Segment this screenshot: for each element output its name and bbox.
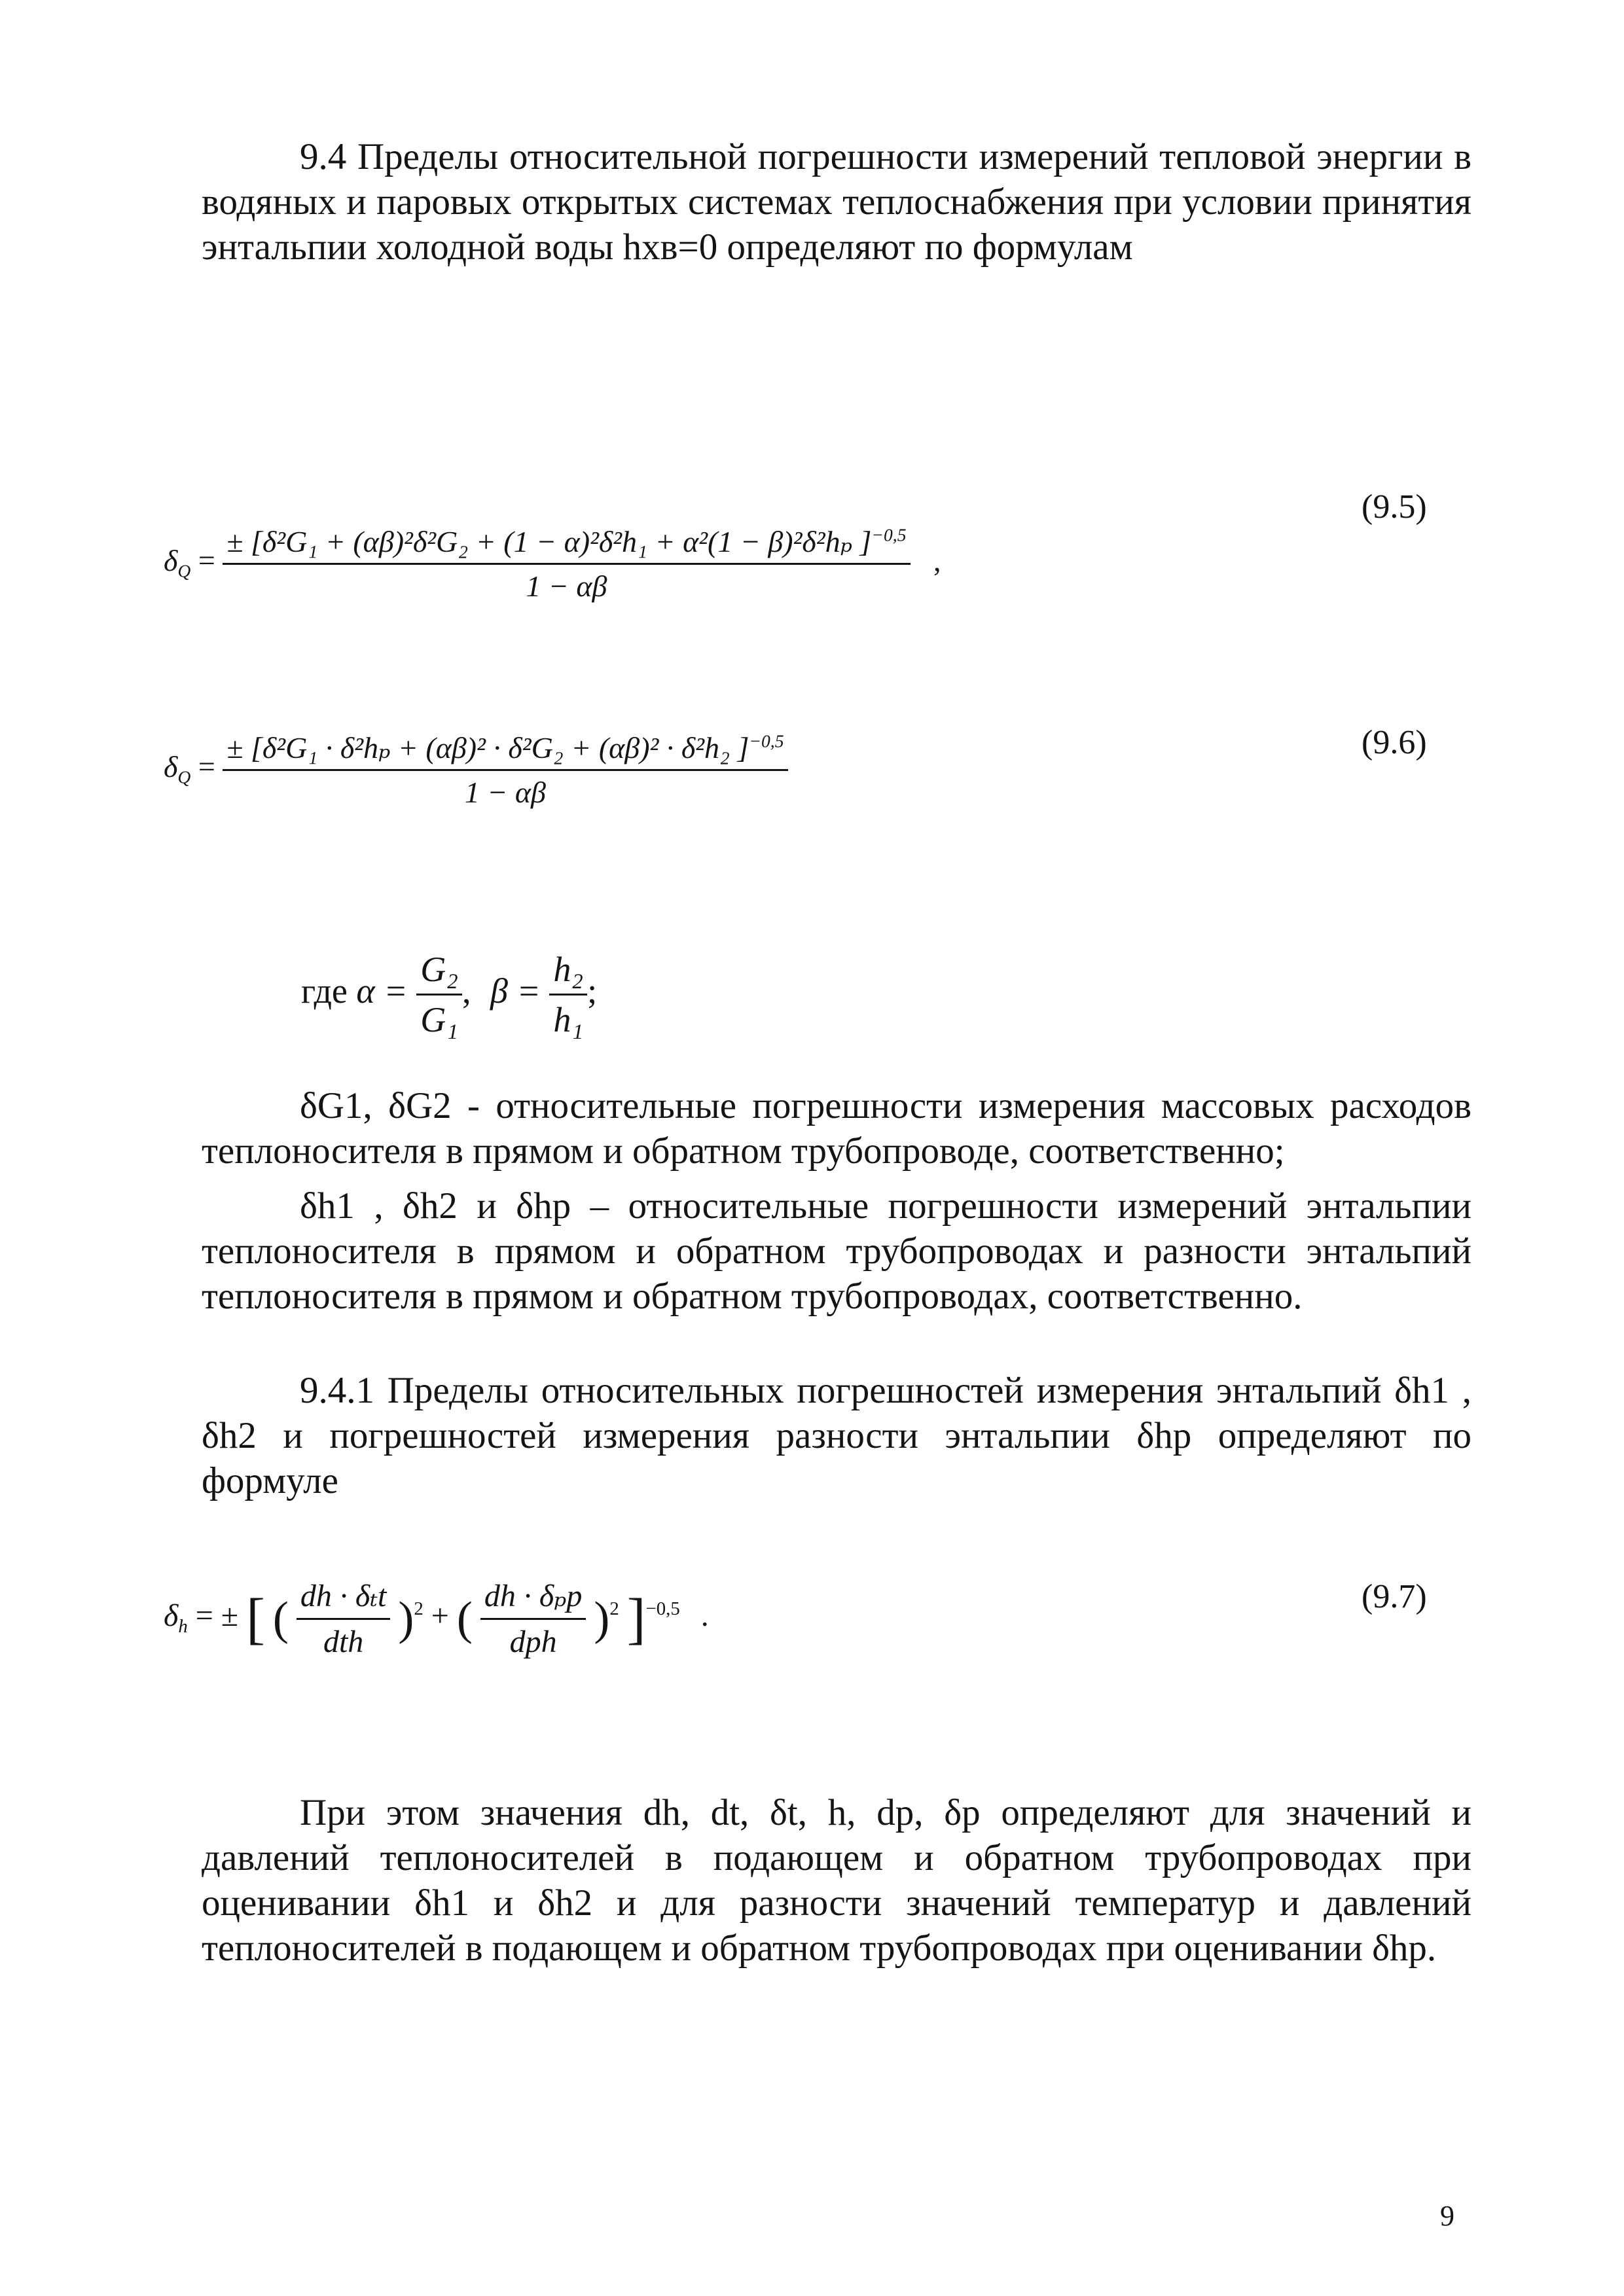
section-9-4-1-paragraph: 9.4.1 Пределы относительных погрешностей измерения энтальпий δh1 , δh2 и погрешностей измерения разности энтальпии δhp определяют по формуле bbox=[202, 1370, 1471, 1501]
eq-9-6-lhs: $\delta_Q$ bbox=[164, 749, 191, 787]
equation-9-7-number: (9.7) bbox=[1362, 1578, 1427, 1615]
eq-9-7-exponent: −0,5 bbox=[645, 1598, 680, 1619]
alpha-fraction: $\frac{\text{G₂}}{\text{G₁}}$ bbox=[416, 949, 462, 1040]
eq-9-5-trail: , bbox=[933, 543, 941, 577]
eq-9-6-exponent: −0,5 bbox=[749, 730, 784, 751]
eq-9-5-denominator: 1 − αβ bbox=[223, 563, 910, 603]
beta-fraction: $\frac{\text{h₂}}{\text{h₁}}$ bbox=[549, 949, 587, 1040]
eq-9-5-lhs: $\delta_Q$ bbox=[164, 543, 191, 581]
alpha-label: α = bbox=[356, 971, 408, 1011]
eq-9-7-lhs: $\delta_h$ bbox=[164, 1598, 188, 1638]
eq-9-5-fraction bbox=[223, 524, 910, 603]
eq-9-6-numerator: ± [δ²G₁ · δ²hₚ + (αβ)² · δ²G₂ + (αβ)² · δ²h₂ ] bbox=[226, 731, 749, 764]
section-9-4-paragraph: 9.4 Пределы относительной погрешности измерений тепловой энергии в водяных и паровых открытых системах теплоснабжения при условии принятия энтальпии холодной воды hхв=0 определяют по формулам bbox=[202, 136, 1471, 268]
equation-9-7: $\delta_h$ = ± [ ( $\frac{\text{dh · δₜt}}{\text{dth}}$ )$^2$ + ( $\frac{\text{dh · δₚp}}{\text{dph}}$ )$^2$ ]$^{-0,5}$ . bbox=[164, 1579, 709, 1659]
equation-9-5: $\delta_Q$ = $\frac{\pm [\delta^2G_1 + (\alpha\beta)^2\delta^2G_2 + (1 - \alpha)^2\delta^2h_1 + \alpha^2(1 - \beta)^2\delta^2h_p ]^{-0,5}}{1 - \alpha\beta}$ , bbox=[164, 524, 941, 603]
equation-9-5-number: (9.5) bbox=[1362, 488, 1427, 526]
equation-9-6: $\delta_Q$ = $\frac{\pm [\delta^2G_1 \cdot \delta^2h_p + (\alpha\beta)^2 \cdot \delta^2G_2 + (\alpha\beta)^2 \cdot \delta^2h_2 ]^{-0,5}}{1 - \alpha\beta}$ bbox=[164, 730, 788, 810]
definition-enthalpy-errors: δh1 , δh2 и δhp – относительные погрешности измерений энтальпии теплоносителя в прямом и обратном трубопроводах и разности энтальпий теплоносителя в прямом и обратном трубопроводах, соответственно. bbox=[202, 1185, 1471, 1317]
eq-9-6-denominator: 1 − αβ bbox=[223, 769, 787, 810]
beta-label: β = bbox=[490, 971, 541, 1011]
eq-9-5-exponent: −0,5 bbox=[871, 524, 907, 545]
eq-9-7-term1: $\frac{\text{dh · δₜt}}{\text{dth}}$ bbox=[297, 1577, 390, 1660]
definition-mass-flow-errors: δG1, δG2 - относительные погрешности измерения массовых расходов теплоносителя в прямом и обратном трубопроводе, соответственно; bbox=[202, 1085, 1471, 1172]
eq-9-6-fraction bbox=[223, 730, 787, 810]
eq-9-7-term2: $\frac{\text{dh · δₚp}}{\text{dph}}$ bbox=[480, 1577, 586, 1660]
where-prefix: где bbox=[301, 971, 348, 1011]
page-number: 9 bbox=[1440, 2200, 1454, 2232]
eq-9-5-numerator: ± [δ²G₁ + (αβ)²δ²G₂ + (1 − α)²δ²h₁ + α²(1 − β)²δ²hₚ ] bbox=[226, 525, 872, 558]
closing-paragraph: При этом значения dh, dt, δt, h, dp, δp определяют для значений и давлений теплоносителей в подающем и обратном трубопроводах при оценивании δh1 и δh2 и для разности значений температур и давлений теплоносителей в подающем и обратном трубопроводах при оценивании δhp. bbox=[202, 1792, 1471, 1969]
where-definitions: где α = $\frac{\text{G₂}}{\text{G₁}}$ , β = $\frac{\text{h₂}}{\text{h₁}}$ ; bbox=[301, 950, 598, 1039]
equation-9-6-number: (9.6) bbox=[1362, 724, 1427, 761]
